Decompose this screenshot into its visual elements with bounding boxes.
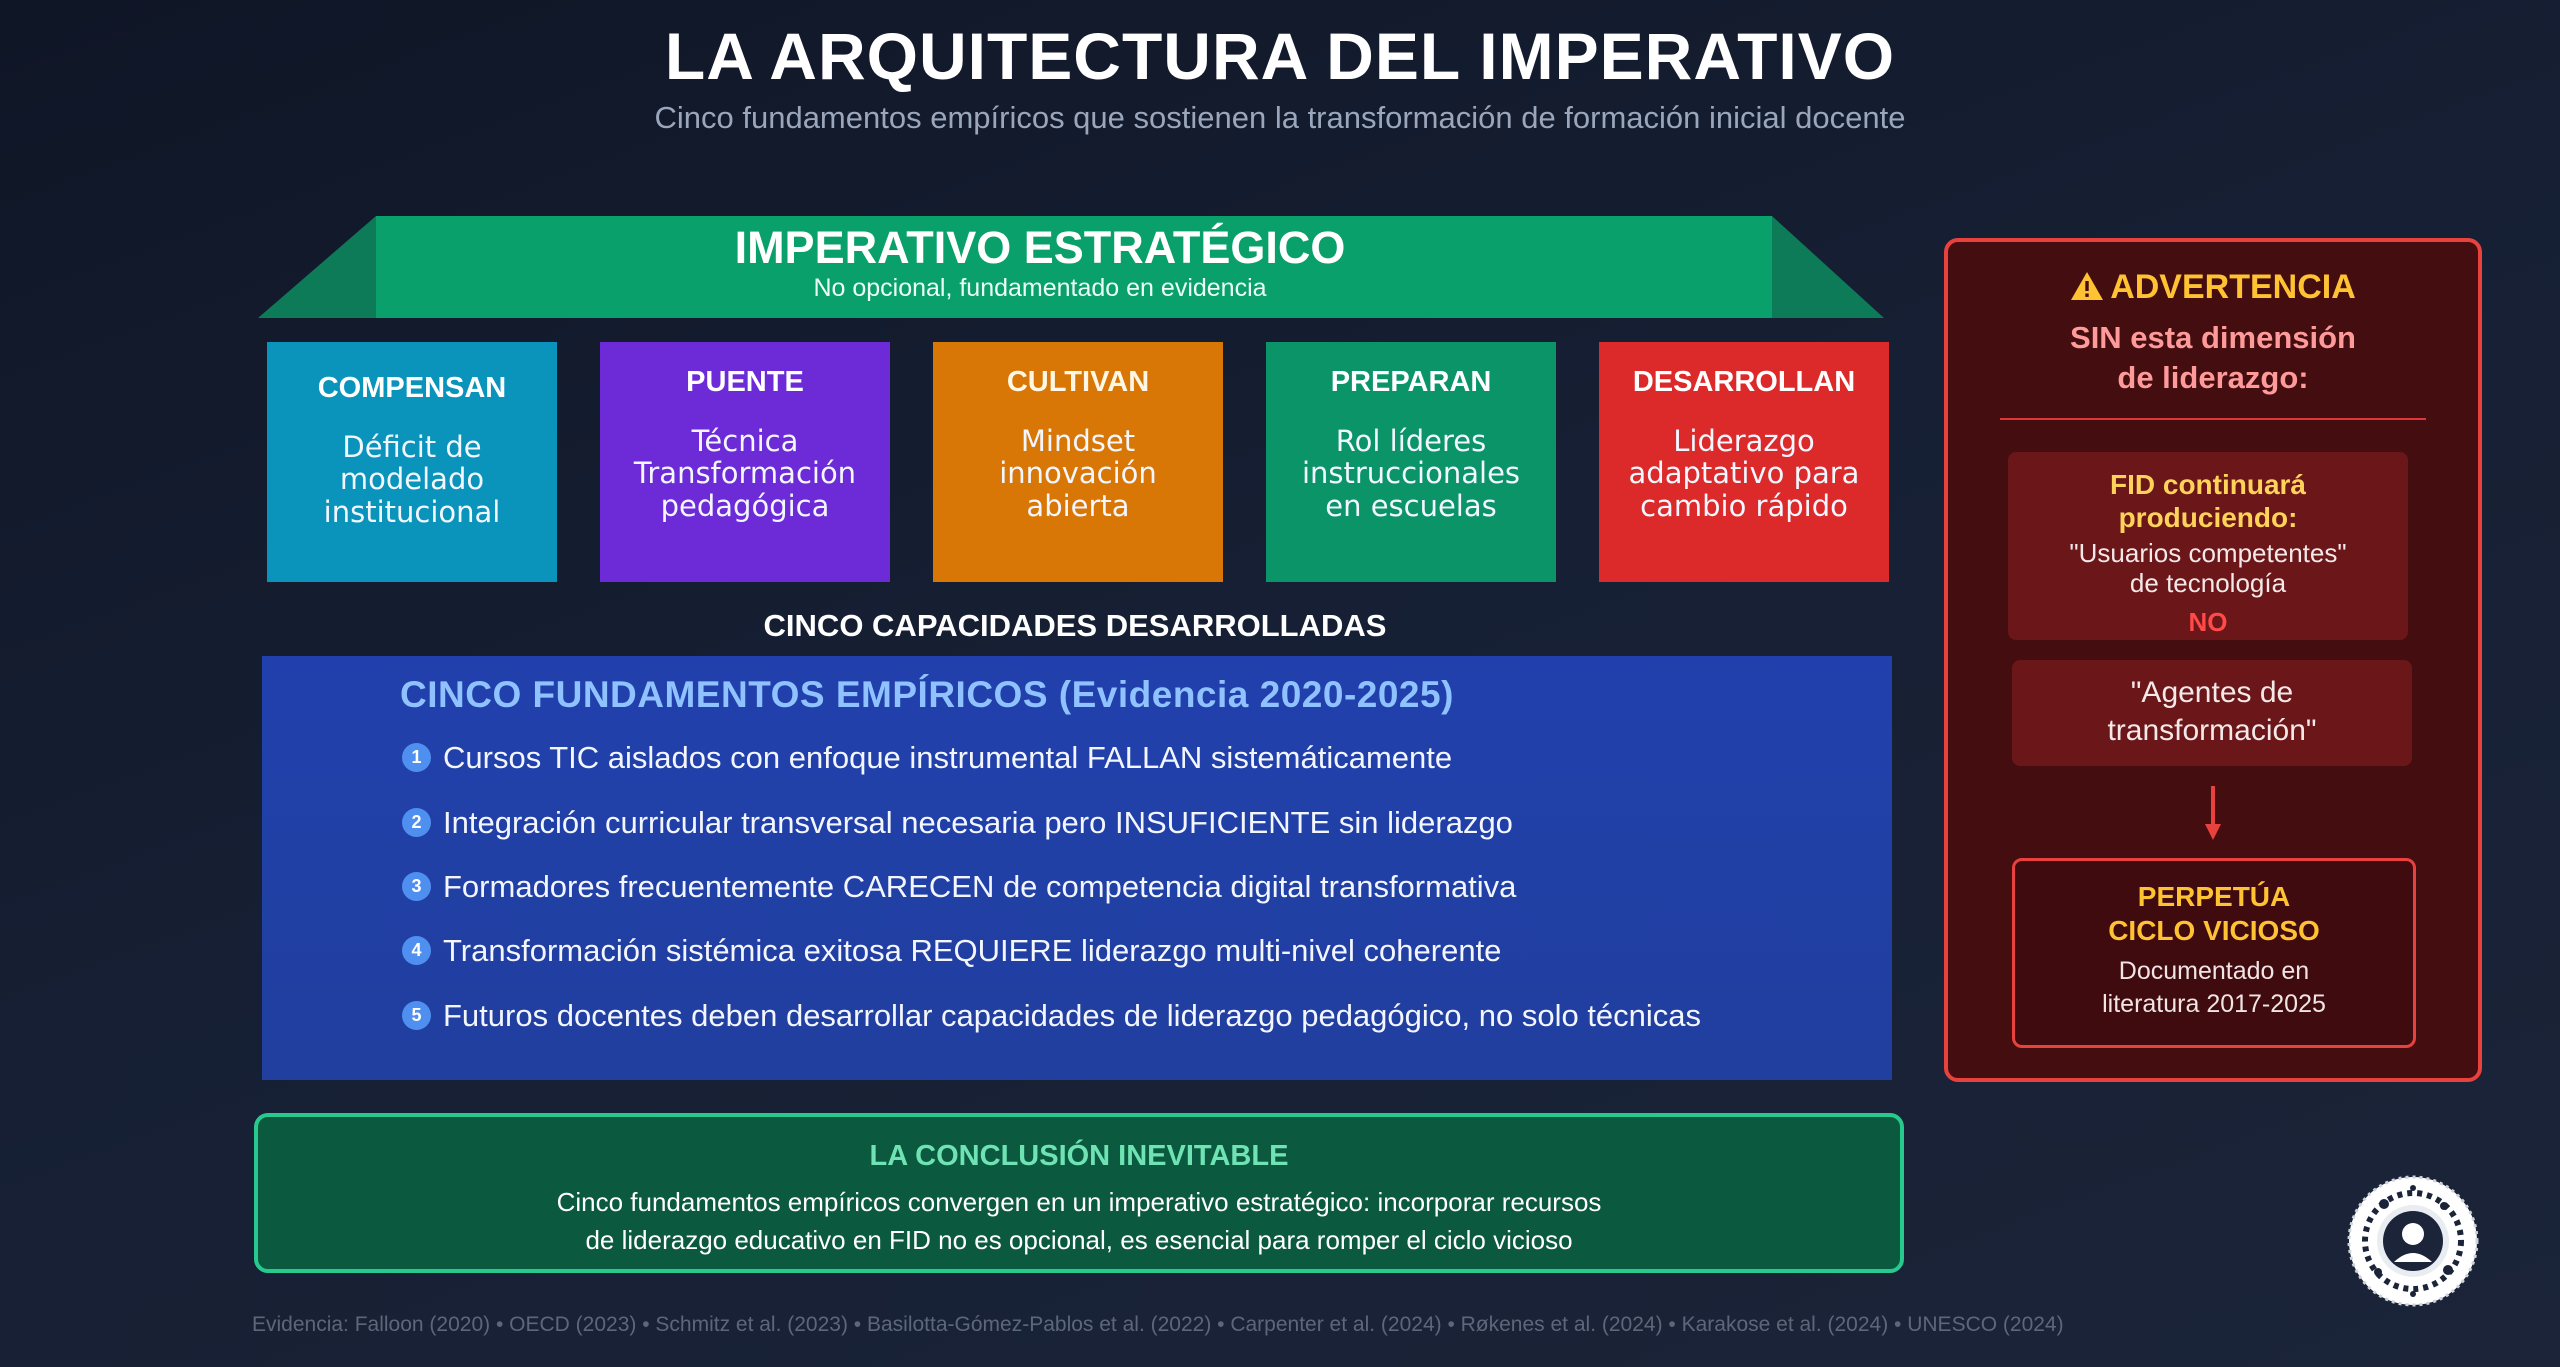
cycle-text-line: literatura 2017-2025: [2102, 989, 2326, 1018]
warning-subtitle-line: SIN esta dimensión: [2070, 320, 2356, 355]
agents-line: transformación": [2107, 713, 2317, 747]
page-subtitle: Cinco fundamentos empíricos que sostienen la transformación de formación inicial docente: [654, 100, 1906, 135]
number-badge-icon: 5: [402, 1001, 431, 1030]
fid-text-line: "Usuarios competentes": [2069, 538, 2347, 568]
agents-line: "Agentes de: [2130, 676, 2294, 709]
pillar-label: COMPENSAN: [317, 372, 507, 404]
fid-title-line: FID continuará: [2109, 469, 2306, 500]
cycle-text: [2012, 955, 2416, 1020]
foundation-item: [402, 869, 1516, 905]
foundation-title: CINCO FUNDAMENTOS EMPÍRICOS (Evidencia 2020-2025): [400, 674, 1454, 715]
pillar-description: Rol líderes instruccionales en escuelas: [1301, 424, 1521, 523]
pillar-description: Liderazgo adaptativo para cambio rápido: [1628, 424, 1860, 523]
page-title: LA ARQUITECTURA DEL IMPERATIVO: [664, 19, 1896, 93]
seal-logo-icon: [2346, 1174, 2480, 1308]
conclusion-text: [254, 1184, 1904, 1259]
pillar-label: PREPARAN: [1330, 366, 1492, 398]
cycle-title: [2012, 880, 2416, 947]
pillar-label: PUENTE: [686, 366, 804, 398]
warning-title: [1944, 268, 2482, 307]
capabilities-label: CINCO CAPACIDADES DESARROLLADAS: [763, 608, 1387, 643]
fid-no-label: NO: [2188, 607, 2228, 637]
cycle-title-line: CICLO VICIOSO: [2108, 914, 2320, 946]
arrow-down-icon: [2200, 784, 2226, 842]
fid-text-line: de tecnología: [2129, 568, 2287, 599]
number-badge-icon: 4: [402, 936, 431, 965]
evidence-footer: Evidencia: Falloon (2020) • OECD (2023) • Schmitz et al. (2023) • Basilotta-Gómez-Pablos et al. (2022) • Carpenter et al. (2024) • Røkenes et al. (2024) • Karakose et al. (2024) • UNESCO (2024): [252, 1313, 2064, 1336]
pillar-desarrollan: [1599, 342, 1889, 582]
pillar-label: CULTIVAN: [1006, 366, 1150, 398]
pillar-description: Técnica Transformación pedagógica: [633, 424, 857, 523]
number-badge-icon: 3: [402, 872, 431, 901]
pillar-puente: [600, 342, 890, 582]
conclusion-title: LA CONCLUSIÓN INEVITABLE: [869, 1140, 1289, 1172]
warning-subtitle: [1944, 318, 2482, 399]
foundation-item-text: Integración curricular transversal necesaria pero INSUFICIENTE sin liderazgo: [443, 805, 1513, 840]
foundation-item-text: Futuros docentes deben desarrollar capacidades de liderazgo pedagógico, no solo técnicas: [443, 998, 1702, 1033]
foundation-item-text: Cursos TIC aislados con enfoque instrumental FALLAN sistemáticamente: [443, 740, 1453, 775]
foundation-item-text: Transformación sistémica exitosa REQUIERE liderazgo multi-nivel coherente: [443, 933, 1502, 968]
roof-subtitle: No opcional, fundamentado en evidencia: [813, 274, 1267, 302]
foundation-item: [402, 998, 1701, 1034]
conclusion-line: Cinco fundamentos empíricos convergen en un imperativo estratégico: incorporar recursos: [556, 1187, 1602, 1217]
pillar-compensan: [267, 342, 557, 582]
number-badge-icon: 1: [402, 743, 431, 772]
pillar-preparan: [1266, 342, 1556, 582]
fid-title: [2008, 468, 2408, 534]
pillar-cultivan: [933, 342, 1223, 582]
foundation-item-text: Formadores frecuentemente CARECEN de competencia digital transformativa: [443, 869, 1517, 904]
cycle-title-line: PERPETÚA: [2137, 881, 2291, 912]
cycle-text-line: Documentado en: [2118, 957, 2310, 985]
pillar-description: Mindset innovación abierta: [999, 424, 1157, 523]
foundation-item: [402, 740, 1452, 776]
conclusion-line: de liderazgo educativo en FID no es opcional, es esencial para romper el ciclo vicioso: [585, 1224, 1573, 1255]
number-badge-icon: 2: [402, 808, 431, 837]
foundation-item: [402, 933, 1501, 969]
fid-title-line: produciendo:: [2118, 502, 2298, 534]
warning-triangle-icon: [2070, 271, 2104, 301]
divider: [2000, 418, 2426, 420]
agents-text: [2012, 674, 2412, 749]
foundation-item: [402, 805, 1513, 841]
warning-title-text: ADVERTENCIA: [2110, 268, 2356, 306]
warning-subtitle-line: de liderazgo:: [2117, 360, 2309, 396]
pillar-label: DESARROLLAN: [1632, 366, 1856, 398]
pillar-description: Déficit de modelado institucional: [323, 430, 501, 529]
fid-text: [2008, 538, 2408, 599]
roof-title: IMPERATIVO ESTRATÉGICO: [734, 222, 1346, 273]
